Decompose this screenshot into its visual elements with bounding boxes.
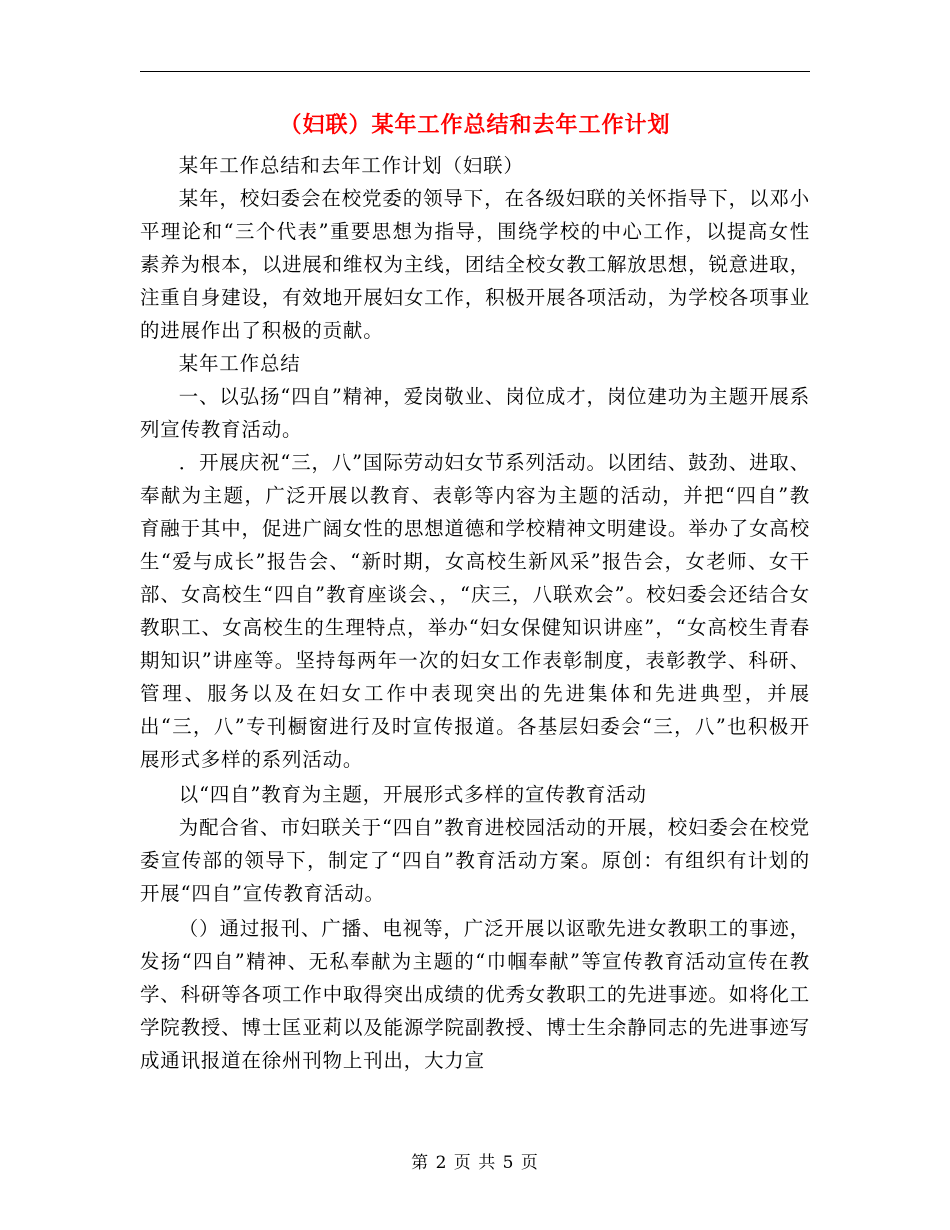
document-title: （妇联）某年工作总结和去年工作计划	[279, 113, 671, 138]
header-rule	[140, 71, 810, 72]
paragraph: 为配合省、市妇联关于“四自”教育进校园活动的开展，校妇委会在校党委宣传部的领导下，制定了“四自”教育活动方案。原创：有组织有计划的开展“四自”宣传教育活动。	[140, 816, 810, 905]
page-number: 第 2 页 共 5 页	[411, 1153, 539, 1173]
paragraph: 某年工作总结和去年工作计划（妇联）	[178, 154, 524, 177]
paragraph: 某年，校妇委会在校党委的领导下，在各级妇联的关怀指导下，以邓小平理论和“三个代表”重要思想为指导，围绕学校的中心工作，以提高女性素养为根本，以进展和维权为主线，团结全校女教工解放思想，锐意进取，注重自身建设，有效地开展妇女工作，积极开展各项活动，为学校各项事业的进展作出了积极的贡献。	[140, 187, 810, 342]
paragraph: ．开展庆祝“三，八”国际劳动妇女节系列活动。以团结、鼓劲、进取、奉献为主题，广泛开展以教育、表彰等内容为主题的活动，并把“四自”教育融于其中，促进广阔女性的思想道德和学校精神文明建设。举办了女高校生“爱与成长”报告会、“新时期，女高校生新风采”报告会，女老师、女干部、女高校生“四自”教育座谈会、，“庆三，八联欢会”。校妇委会还结合女教职工、女高校生的生理特点，举办“妇女保健知识讲座”，“女高校生青春期知识”讲座等。坚持每两年一次的妇女工作表彰制度，表彰教学、科研、管理、服务以及在妇女工作中表现突出的先进集体和先进典型，并展出“三，八”专刊橱窗进行及时宣传报道。各基层妇委会“三，八”也积极开展形式多样的系列活动。	[140, 451, 810, 771]
paragraph: 一、以弘扬“四自”精神，爱岗敬业、岗位成才，岗位建功为主题开展系列宣传教育活动。	[140, 385, 810, 441]
section-heading: 以“四自”教育为主题，开展形式多样的宣传教育活动	[178, 783, 647, 806]
document-body	[140, 149, 810, 1077]
paragraph: （）通过报刊、广播、电视等，广泛开展以讴歌先进女教职工的事迹，发扬“四自”精神、无私奉献为主题的“巾帼奉献”等宣传教育活动宣传在教学、科研等各项工作中取得突出成绩的优秀女教职工的先进事迹。如将化工学院教授、博士匡亚莉以及能源学院副教授、博士生余静同志的先进事迹写成通讯报道在徐州刊物上刊出，大力宣	[140, 917, 810, 1072]
section-heading: 某年工作总结	[178, 352, 301, 375]
